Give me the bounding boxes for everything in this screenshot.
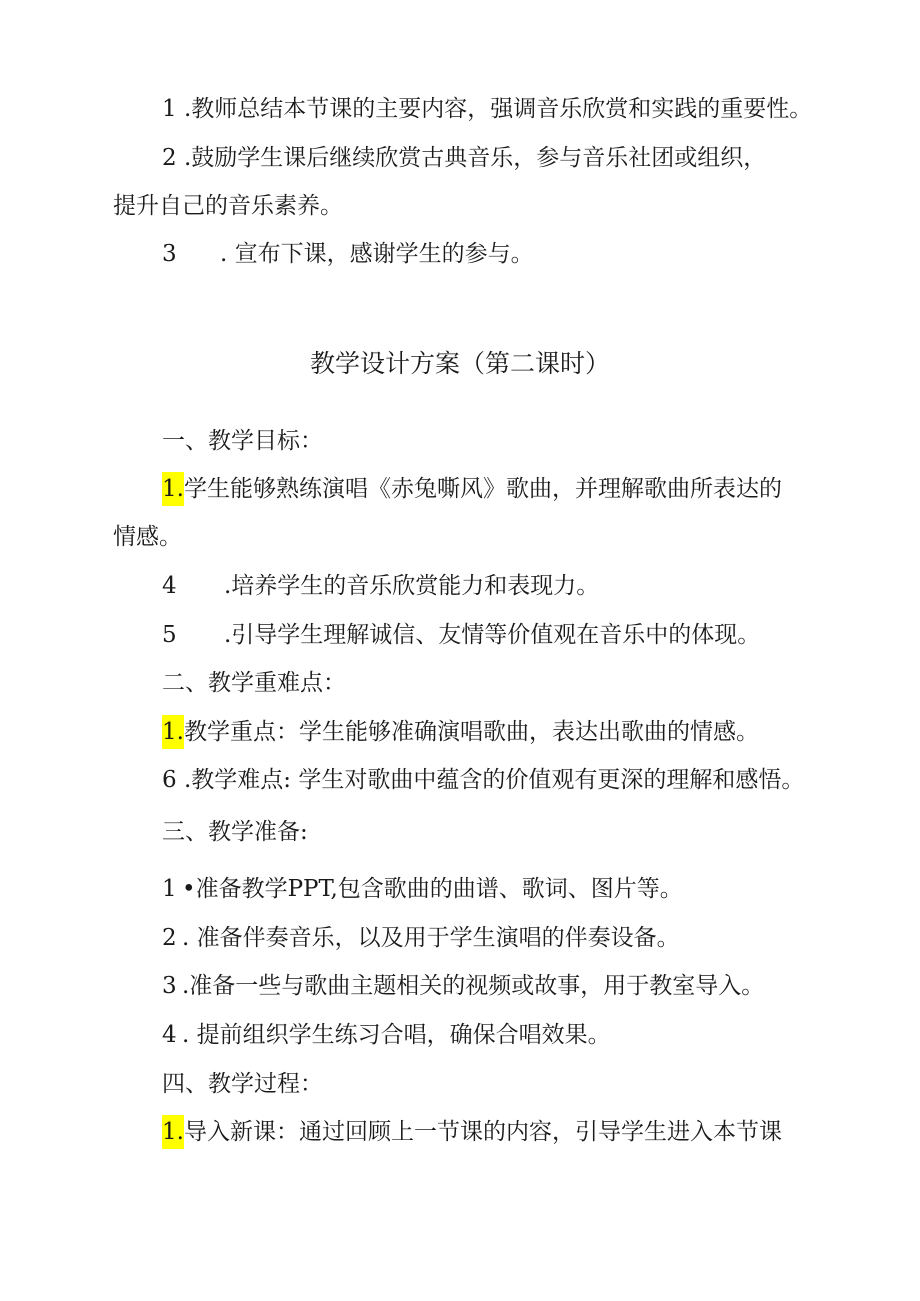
- item-number: 4: [162, 1022, 177, 1048]
- section-heading: 二、教学重难点：: [162, 670, 346, 696]
- list-item: [162, 1115, 782, 1149]
- list-item: [162, 969, 764, 1003]
- item-number: 1.: [162, 472, 184, 506]
- section-heading: 四、教学过程：: [162, 1071, 323, 1097]
- list-item: [162, 715, 759, 749]
- item-text: .教师总结本节课的主要内容，强调音乐欣赏和实践的重要性。: [183, 96, 813, 122]
- item-number: 4: [162, 573, 177, 599]
- item-text: 提升自己的音乐素养。: [113, 193, 343, 219]
- item-text: . 宣布下课，感谢学生的参与。: [220, 241, 534, 267]
- list-item: [162, 141, 766, 175]
- item-number: 3: [162, 973, 177, 999]
- item-number: 2: [162, 925, 177, 951]
- list-item: [162, 92, 812, 126]
- list-item-continuation: [113, 520, 182, 554]
- item-text: .培养学生的音乐欣赏能力和表现力。: [224, 573, 600, 599]
- item-text: .引导学生理解诚信、友情等价值观在音乐中的体现。: [224, 622, 761, 648]
- list-item: [162, 1018, 611, 1052]
- item-text: 学生能够熟练演唱《赤兔嘶风》歌曲，并理解歌曲所表达的: [183, 476, 782, 502]
- list-item: [162, 237, 534, 271]
- item-number: 3: [162, 241, 177, 267]
- list-item: [162, 618, 760, 652]
- item-text: . 准备伴奏音乐，以及用于学生演唱的伴奏设备。: [182, 925, 680, 951]
- item-number: 6: [162, 767, 177, 793]
- item-number: 2: [162, 145, 177, 171]
- item-number: 5: [162, 622, 177, 648]
- item-text: .准备一些与歌曲主题相关的视频或故事，用于教室导入。: [182, 973, 765, 999]
- item-text: . 提前组织学生练习合唱，确保合唱效果。: [182, 1022, 611, 1048]
- item-number: 1.: [162, 715, 184, 749]
- list-item: [162, 921, 680, 955]
- item-text: 情感。: [113, 524, 182, 550]
- item-text: .鼓励学生课后继续欣赏古典音乐，参与音乐社团或组织，: [183, 145, 767, 171]
- item-text: 教学重点：学生能够准确演唱歌曲，表达出歌曲的情感。: [183, 719, 759, 745]
- item-text: .教学难点: 学生对歌曲中蕴含的价值观有更深的理解和感悟。: [184, 767, 805, 793]
- list-item: [162, 872, 683, 906]
- list-item: [162, 472, 782, 506]
- item-number: 1.: [162, 1115, 184, 1149]
- list-item: [162, 763, 804, 797]
- page-title: 教学设计方案（第二课时）: [309, 349, 610, 378]
- item-number: 1: [162, 96, 177, 122]
- item-text: •准备教学PPT,包含歌曲的曲谱、歌词、图片等。: [182, 876, 683, 902]
- section-heading: 三、教学准备:: [162, 819, 308, 845]
- list-item-continuation: [113, 189, 343, 223]
- item-text: 导入新课：通过回顾上一节课的内容，引导学生进入本节课: [183, 1119, 782, 1145]
- section-heading: 一、教学目标：: [162, 428, 323, 454]
- item-number: 1: [162, 876, 177, 902]
- list-item: [162, 569, 599, 603]
